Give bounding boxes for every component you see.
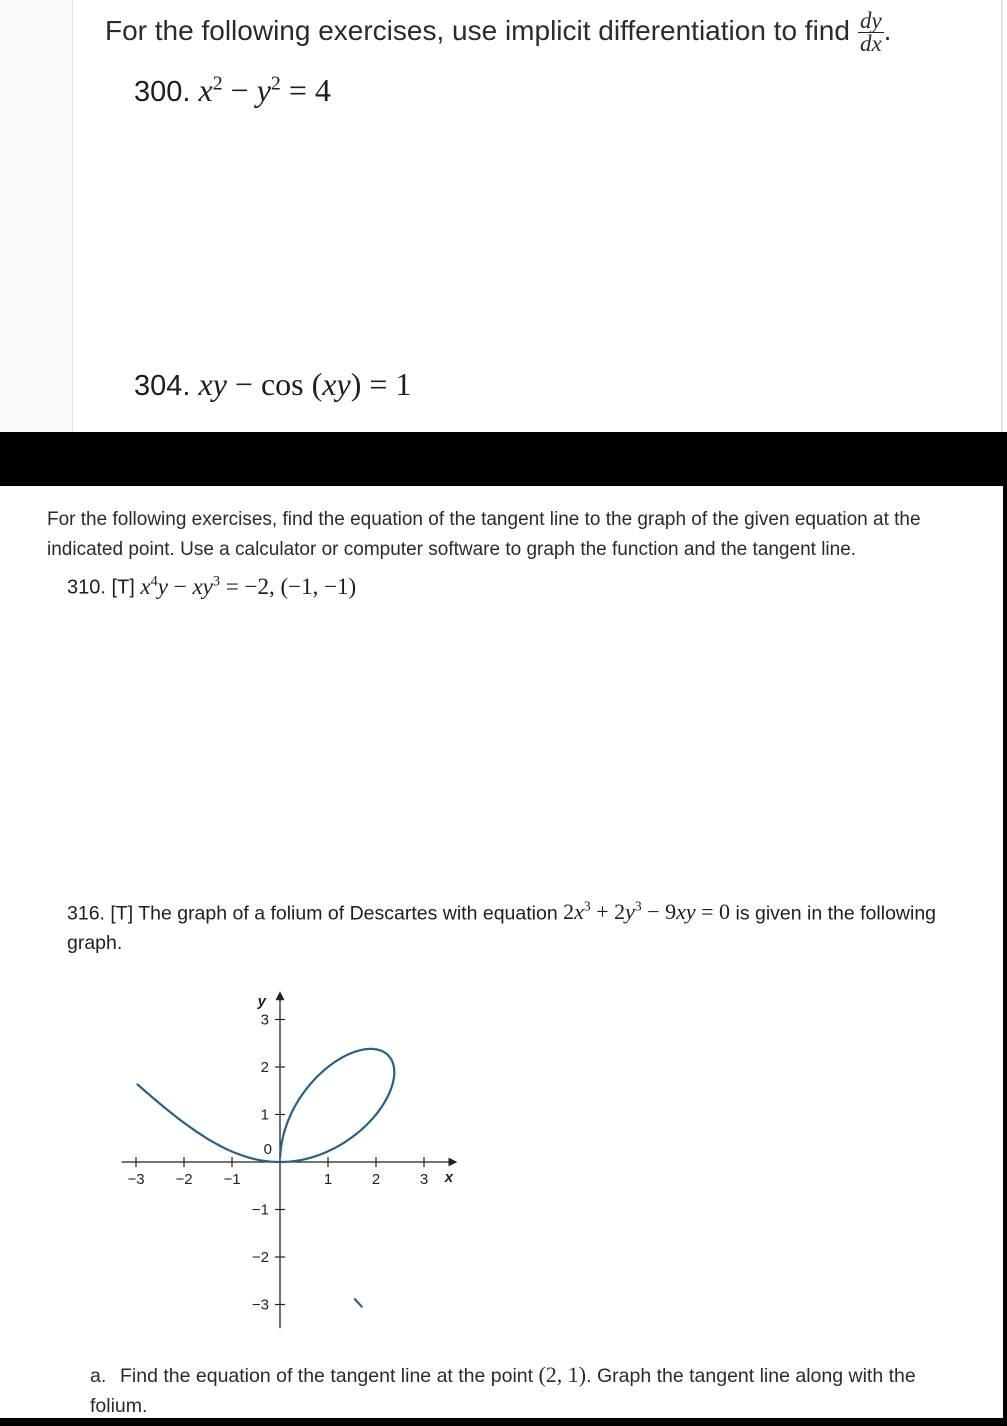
x-tick-label: 1 <box>323 1171 333 1188</box>
x-tick-label: −3 <box>127 1171 145 1188</box>
exercise-number: 304. <box>134 370 191 402</box>
y-tick-label: 2 <box>260 1059 269 1076</box>
x-tick-label: −2 <box>175 1171 193 1188</box>
equation-316: $2x^3 + 2y^3 - 9xy = 0$ <box>563 899 731 925</box>
point-2-1: (2, 1) <box>538 1362 587 1387</box>
exercise-text-end: is given in the following graph. <box>67 902 937 955</box>
x-axis-label: x <box>444 1169 454 1186</box>
technology-tag: [T] <box>110 902 134 925</box>
bottom-edge-bar <box>0 1418 1007 1426</box>
dy-dx-fraction: $\frac{dy}{dx}$ <box>859 8 882 56</box>
section-intro-tangent: For the following exercises, find the equation of the tangent line to the graph of the given equation at the indicated point. Use a calculator or computer software to graph the function and the tangent line. <box>47 509 921 560</box>
equation-304: xy − cos (xy) = 1 <box>198 366 412 402</box>
technology-tag: [T] <box>111 576 135 599</box>
section-intro-implicit: For the following exercises, use implicit differentiation to find $\frac{dy}{dx}$ . <box>105 8 892 56</box>
left-margin <box>0 0 73 432</box>
exercise-304 <box>134 366 411 403</box>
origin-label: 0 <box>263 1141 272 1158</box>
right-divider <box>1001 0 1003 432</box>
part-a <box>90 1360 970 1421</box>
y-tick-label: −2 <box>251 1249 269 1266</box>
part-a-text: Find the equation of the tangent line at the point <box>120 1365 534 1387</box>
exercise-316 <box>67 892 967 958</box>
exercise-number: 316. <box>67 902 105 925</box>
y-tick-label: −1 <box>251 1201 269 1219</box>
black-separator <box>0 432 1007 486</box>
exercise-300 <box>134 72 331 109</box>
top-panel <box>0 0 1007 432</box>
x-tick-label: 2 <box>371 1171 381 1188</box>
folium-graph <box>100 975 460 1335</box>
exercise-number: 310. <box>67 576 106 599</box>
right-edge-bar <box>1003 486 1007 1426</box>
exercise-text: The graph of a folium of Descartes with equation <box>138 902 558 925</box>
y-tick-label: 1 <box>260 1106 269 1124</box>
equation-300: $x^2 - y^2 = 4$ <box>198 72 331 108</box>
y-tick-label: 3 <box>260 1011 269 1029</box>
intro-text: For the following exercises, use implicit differentiation to find <box>105 14 850 46</box>
exercise-number: 300. <box>134 76 191 108</box>
y-axis-label: y <box>257 992 266 1010</box>
y-tick-label: −3 <box>251 1296 269 1314</box>
x-tick-label: 3 <box>419 1171 429 1188</box>
part-a-text-end: . Graph the tangent line along with the folium. <box>90 1365 916 1417</box>
x-tick-label: −1 <box>223 1171 241 1188</box>
exercise-310 <box>67 573 356 600</box>
part-label: a. <box>90 1365 107 1387</box>
equation-310: $x^4y - xy^3 = -2$, (−1, −1) <box>140 573 357 599</box>
